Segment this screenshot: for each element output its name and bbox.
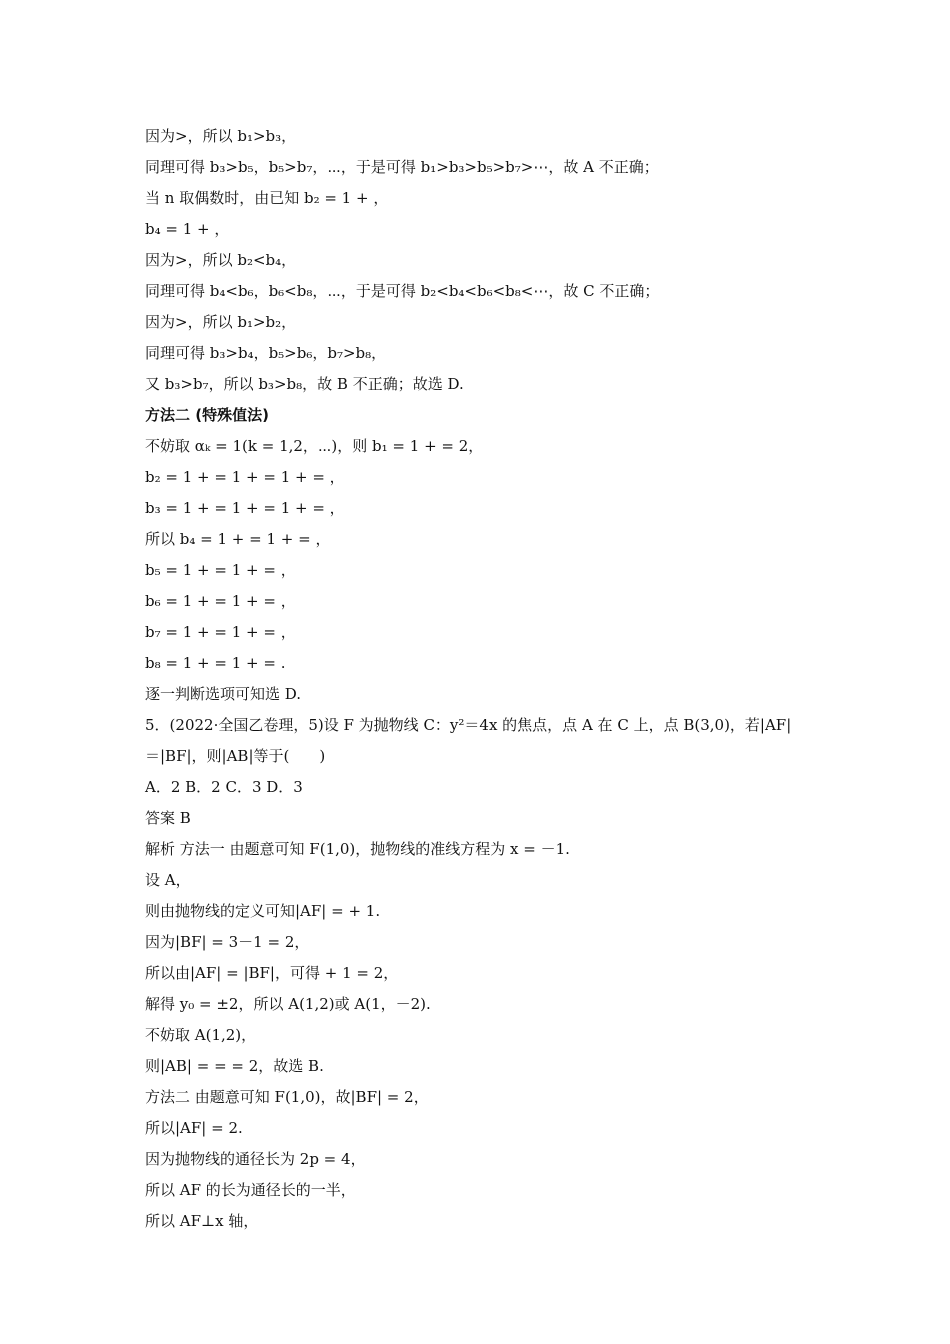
text-line: 因为|BF| = 3－1 = 2，: [145, 933, 310, 951]
text-line: b₆ = 1 + = 1 + = ，: [145, 592, 296, 610]
text-line: 不妨取 A(1,2)，: [145, 1026, 257, 1044]
text-line: b₈ = 1 + = 1 + = .: [145, 654, 286, 672]
text-line: 当 n 取偶数时，由已知 b₂ = 1 + ，: [145, 189, 389, 207]
text-line: 所以|AF| = 2.: [145, 1119, 243, 1137]
text-line: 解析 方法一 由题意可知 F(1,0)，抛物线的准线方程为 x = －1.: [145, 840, 570, 858]
text-line: 所以 b₄ = 1 + = 1 + = ，: [145, 530, 331, 548]
text-line: 同理可得 b₃>b₄，b₅>b₆，b₇>b₈，: [145, 344, 387, 362]
text-line: b₇ = 1 + = 1 + = ，: [145, 623, 296, 641]
text-line: 5．(2022·全国乙卷理，5)设 F 为抛物线 C：y²＝4x 的焦点，点 A 在 C 上，点 B(3,0)，若|AF|＝|BF|，则|AB|等于( ): [145, 716, 792, 765]
text-line: 同理可得 b₄<b₆，b₆<b₈，⋯，于是可得 b₂<b₄<b₆<b₈<⋯，故 C 不正确；: [145, 282, 660, 300]
text-line: 不妨取 αₖ = 1(k = 1,2，⋯)，则 b₁ = 1 + = 2，: [145, 437, 484, 455]
text-line: 所以由|AF| = |BF|，可得 + 1 = 2，: [145, 964, 399, 982]
text-line: 所以 AF⊥x 轴，: [145, 1212, 259, 1230]
text-line: 因为>，所以 b₁>b₃，: [145, 127, 297, 145]
text-line: 方法二 (特殊值法): [145, 406, 269, 424]
text-line: 则由抛物线的定义可知|AF| = + 1.: [145, 902, 381, 920]
text-line: 所以 AF 的长为通径长的一半，: [145, 1181, 356, 1199]
text-line: 因为>，所以 b₂<b₄，: [145, 251, 297, 269]
text-line: 设 A，: [145, 871, 191, 889]
text-line: 又 b₃>b₇，所以 b₃>b₈，故 B 不正确；故选 D.: [145, 375, 464, 393]
text-line: 同理可得 b₃>b₅，b₅>b₇，⋯，于是可得 b₁>b₃>b₅>b₇>⋯，故 A 不正确；: [145, 158, 659, 176]
text-line: b₃ = 1 + = 1 + = 1 + = ，: [145, 499, 345, 517]
text-line: 答案 B: [145, 809, 191, 827]
text-line: b₄ = 1 + ，: [145, 220, 230, 238]
text-line: 方法二 由题意可知 F(1,0)，故|BF| = 2，: [145, 1088, 429, 1106]
document-body: [145, 121, 815, 1237]
text-line: 则|AB| = = = 2，故选 B.: [145, 1057, 324, 1075]
text-line: 解得 y₀ = ±2，所以 A(1,2)或 A(1，－2).: [145, 995, 431, 1013]
text-line: 逐一判断选项可知选 D.: [145, 685, 302, 703]
text-line: 因为>，所以 b₁>b₂，: [145, 313, 297, 331]
text-line: b₂ = 1 + = 1 + = 1 + = ，: [145, 468, 345, 486]
text-line: A．2 B．2 C．3 D．3: [145, 778, 303, 796]
text-line: b₅ = 1 + = 1 + = ，: [145, 561, 296, 579]
text-line: 因为抛物线的通径长为 2p = 4，: [145, 1150, 366, 1168]
